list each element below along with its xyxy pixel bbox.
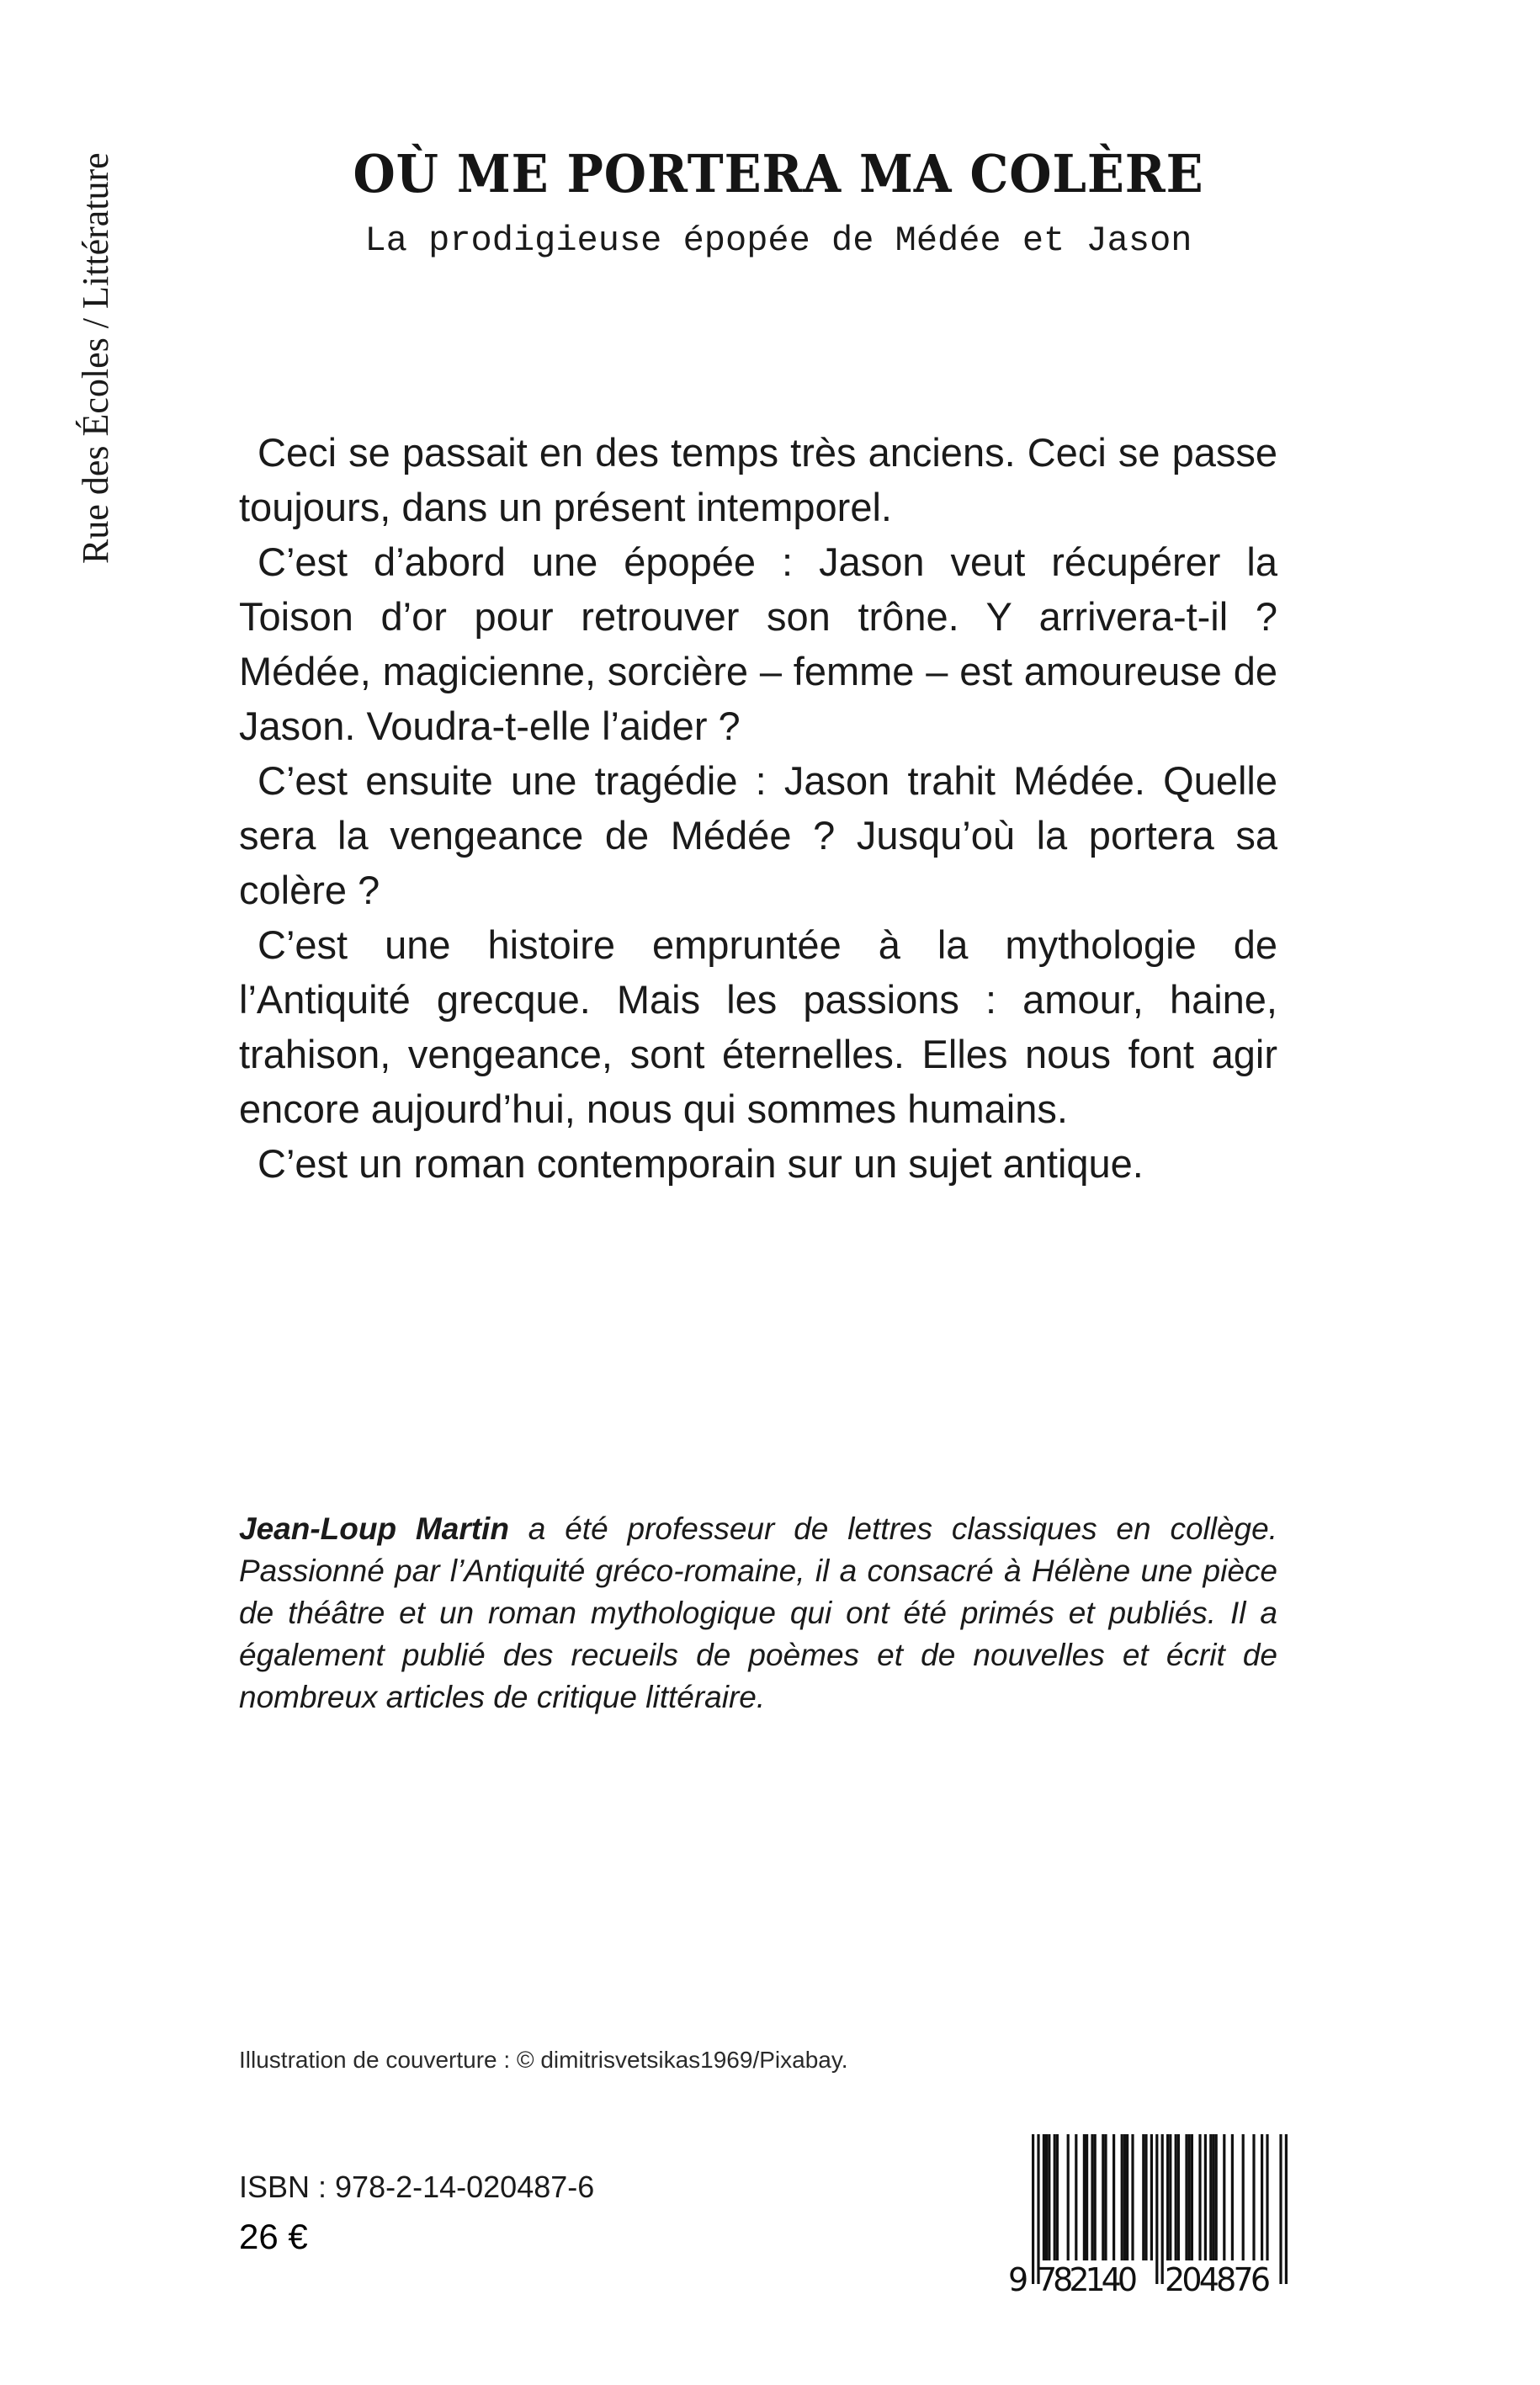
back-cover-blurb <box>239 425 1277 1191</box>
barcode-bar <box>1126 2134 1128 2260</box>
barcode-bar <box>1191 2134 1193 2260</box>
blurb-paragraph: Ceci se passait en des temps très anciens. Ceci se passe toujours, dans un présent intemporel. <box>239 430 1277 529</box>
blurb-paragraph: C’est d’abord une épopée : Jason veut récupérer la Toison d’or pour retrouver son trône. Y arrivera-t-il ? Médée, magicienne, sorcière – femme – est amoureuse de Jason. Voudra-t-elle l’aider ? <box>239 539 1277 748</box>
barcode-bar <box>1198 2134 1201 2260</box>
barcode-bar <box>1185 2134 1187 2260</box>
barcode-bar <box>1212 2134 1214 2260</box>
barcode-bar <box>1177 2134 1180 2260</box>
barcode-bar <box>1104 2134 1107 2260</box>
barcode-bar <box>1102 2134 1104 2260</box>
barcode-bar <box>1048 2134 1050 2260</box>
barcode-bar <box>1169 2134 1171 2260</box>
book-title: OÙ ME PORTERA MA COLÈRE <box>353 143 1204 205</box>
barcode-bar <box>1215 2134 1218 2260</box>
barcode-digits-right: 204876 <box>1165 2261 1271 2297</box>
barcode-bar <box>1067 2134 1070 2260</box>
barcode-digits-left: 782140 <box>1037 2261 1138 2297</box>
blurb-paragraph: C’est un roman contemporain sur un sujet antique. <box>258 1141 1144 1186</box>
author-bio-text: a été professeur de lettres classiques en collège. Passionné par l’Antiquité gréco-romaine, il a consacré à Hélène une pièce de théâtre et un roman mythologique qui ont été primés et publiés. Il a également publié des recueils de poèmes et de nouvelles et écrit de nombreux articles de critique littéraire. <box>239 1511 1277 1714</box>
barcode-bar <box>1123 2134 1126 2260</box>
barcode-bar <box>1043 2134 1045 2260</box>
barcode-bar <box>1094 2134 1097 2260</box>
barcode-bar <box>1142 2134 1144 2260</box>
barcode-bar <box>1075 2134 1077 2260</box>
barcode-bar <box>1231 2134 1234 2260</box>
price: 26 € <box>239 2217 308 2256</box>
barcode-bar <box>1175 2134 1177 2260</box>
barcode-bar <box>1131 2134 1134 2260</box>
barcode-bar <box>1204 2134 1207 2260</box>
barcode-guard-bar <box>1161 2134 1164 2284</box>
barcode-bar <box>1113 2134 1115 2260</box>
illustration-credit: Illustration de couverture : © dimitrisvetsikas1969/Pixabay. <box>239 2047 848 2073</box>
barcode-guard-bar <box>1285 2134 1288 2284</box>
barcode-guard-bar <box>1155 2134 1158 2284</box>
barcode-bar <box>1261 2134 1263 2260</box>
blurb-paragraph: C’est une histoire empruntée à la mythologie de l’Antiquité grecque. Mais les passions : amour, haine, trahison, vengeance, sont éternelles. Elles nous font agir encore aujourd’hui, nous qui sommes humains. <box>239 922 1277 1131</box>
barcode-bar <box>1086 2134 1088 2260</box>
barcode-bar <box>1144 2134 1147 2260</box>
barcode-bar <box>1121 2134 1123 2260</box>
barcode-digit-first: 9 <box>1008 2261 1029 2297</box>
author-name: Jean-Loup Martin <box>239 1511 509 1546</box>
barcode-bar <box>1045 2134 1048 2260</box>
barcode-bar <box>1223 2134 1225 2260</box>
series-label: Rue des Écoles / Littérature <box>75 152 116 564</box>
barcode-bar <box>1188 2134 1191 2260</box>
barcode-guard-bar <box>1279 2134 1282 2284</box>
barcode-bar <box>1054 2134 1056 2260</box>
barcode-bar <box>1209 2134 1212 2260</box>
barcode-bar <box>1091 2134 1093 2260</box>
barcode-bar <box>1083 2134 1086 2260</box>
barcode-bar <box>1166 2134 1169 2260</box>
barcode-bar <box>1266 2134 1268 2260</box>
author-bio <box>239 1508 1277 1718</box>
isbn: ISBN : 978-2-14-020487-6 <box>239 2170 595 2204</box>
barcode-guard-bar <box>1032 2134 1034 2284</box>
barcode-bar <box>1252 2134 1255 2260</box>
ean13-barcode <box>1006 2129 1293 2297</box>
book-subtitle: La prodigieuse épopée de Médée et Jason <box>364 220 1192 261</box>
barcode-bar <box>1150 2134 1153 2260</box>
barcode-bar <box>1242 2134 1245 2260</box>
blurb-paragraph: C’est ensuite une tragédie : Jason trahit Médée. Quelle sera la vengeance de Médée ? Jusqu’où la portera sa colère ? <box>239 758 1277 912</box>
barcode-bar <box>1056 2134 1059 2260</box>
